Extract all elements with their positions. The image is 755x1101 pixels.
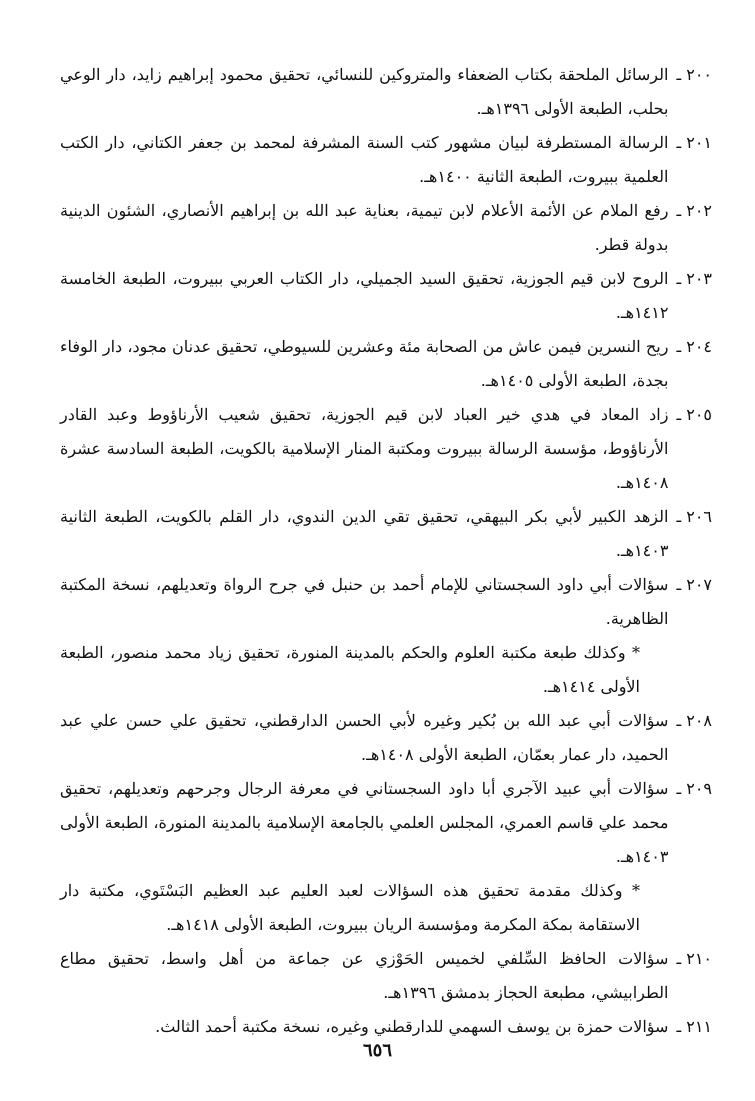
entry-number: ٢٠٩ ـ bbox=[676, 779, 712, 798]
bibliography-entry-204 bbox=[60, 330, 712, 398]
bibliography-entry-205 bbox=[60, 398, 712, 500]
bibliography-entry-206 bbox=[60, 500, 712, 568]
entry-number: ٢١٠ ـ bbox=[676, 949, 712, 968]
bibliography-entry-202 bbox=[60, 194, 712, 262]
bibliography-note-207 bbox=[60, 636, 712, 704]
entry-text: رفع الملام عن الأئمة الأعلام لابن تيمية، بعناية عبد الله بن إبراهيم الأنصاري، الشئون الدينية بدولة قطر. bbox=[60, 201, 669, 254]
entry-number: ٢٠٨ ـ bbox=[676, 711, 712, 730]
entry-number: ٢٠٤ ـ bbox=[676, 337, 712, 356]
bibliography-note-209 bbox=[60, 874, 712, 942]
entry-number: ٢٠٧ ـ bbox=[676, 575, 712, 594]
note-text: * وكذلك مقدمة تحقيق هذه السؤالات لعبد العليم عبد العظيم البَسْتَوي، مكتبة دار الاستقامة بمكة المكرمة ومؤسسة الريان ببيروت، الطبعة الأولى ١٤١٨هـ. bbox=[60, 881, 640, 934]
entry-number: ٢٠٠ ـ bbox=[676, 65, 712, 84]
entry-text: سؤالات أبي عبد الله بن بُكير وغيره لأبي الحسن الدارقطني، تحقيق علي حسن علي عبد الحميد، دار عمار بعمّان، الطبعة الأولى ١٤٠٨هـ. bbox=[60, 711, 669, 764]
entry-text: سؤالات أبي داود السجستاني للإمام أحمد بن حنبل في جرح الرواة وتعديلهم، نسخة المكتبة الظاهرية. bbox=[60, 575, 669, 628]
entry-text: الرسائل الملحقة بكتاب الضعفاء والمتروكين للنسائي، تحقيق محمود إبراهيم زايد، دار الوعي بحلب، الطبعة الأولى ١٣٩٦هـ. bbox=[60, 65, 669, 118]
entry-text: ريح النسرين فيمن عاش من الصحابة مئة وعشرين للسيوطي، تحقيق عدنان مجود، دار الوفاء بجدة، الطبعة الأولى ١٤٠٥هـ. bbox=[60, 337, 669, 390]
bibliography-entry-201 bbox=[60, 126, 712, 194]
bibliography-entry-207 bbox=[60, 568, 712, 636]
bibliography-entry-211 bbox=[60, 1010, 712, 1044]
bibliography-entry-200 bbox=[60, 58, 712, 126]
entry-text: سؤالات أبي عبيد الآجري أبا داود السجستاني في معرفة الرجال وجرحهم وتعديلهم، تحقيق محمد علي قاسم العمري، المجلس العلمي بالجامعة الإسلامية بالمدينة المنورة، الطبعة الأولى ١٤٠٣هـ. bbox=[60, 779, 669, 866]
bibliography-entry-210 bbox=[60, 942, 712, 1010]
entry-text: سؤالات حمزة بن يوسف السهمي للدارقطني وغيره، نسخة مكتبة أحمد الثالث. bbox=[155, 1017, 669, 1036]
entry-text: الروح لابن قيم الجوزية، تحقيق السيد الجميلي، دار الكتاب العربي ببيروت، الطبعة الخامسة ١٤١٢هـ. bbox=[60, 269, 669, 322]
entry-number: ٢٠٣ ـ bbox=[676, 269, 712, 288]
bibliography-entry-209 bbox=[60, 772, 712, 874]
bibliography-entry-208 bbox=[60, 704, 712, 772]
entry-number: ٢١١ ـ bbox=[676, 1017, 712, 1036]
entry-number: ٢٠١ ـ bbox=[676, 133, 712, 152]
bibliography-entry-203 bbox=[60, 262, 712, 330]
bibliography-list bbox=[60, 58, 712, 1044]
entry-text: سؤالات الحافظ السِّلفي لخميس الحَوْزي عن جماعة من أهل واسط، تحقيق مطاع الطرابيشي، مطبعة الحجاز بدمشق ١٣٩٦هـ. bbox=[60, 949, 669, 1002]
entry-text: الزهد الكبير لأبي بكر البيهقي، تحقيق تقي الدين الندوي، دار القلم بالكويت، الطبعة الثانية ١٤٠٣هـ. bbox=[60, 507, 669, 560]
entry-text: الرسالة المستطرفة لبيان مشهور كتب السنة المشرفة لمحمد بن جعفر الكتاني، دار الكتب العلمية ببيروت، الطبعة الثانية ١٤٠٠هـ. bbox=[60, 133, 669, 186]
entry-number: ٢٠٢ ـ bbox=[676, 201, 712, 220]
entry-number: ٢٠٥ ـ bbox=[676, 405, 712, 424]
note-text: * وكذلك طبعة مكتبة العلوم والحكم بالمدينة المنورة، تحقيق زياد محمد منصور، الطبعة الأولى ١٤١٤هـ. bbox=[60, 643, 640, 696]
entry-text: زاد المعاد في هدي خير العباد لابن قيم الجوزية، تحقيق شعيب الأرناؤوط وعبد القادر الأرناؤوط، مؤسسة الرسالة ببيروت ومكتبة المنار الإسلامية بالكويت، الطبعة السادسة عشرة ١٤٠٨هـ. bbox=[60, 405, 669, 492]
page-number: ٦٥٦ bbox=[362, 1040, 392, 1061]
entry-number: ٢٠٦ ـ bbox=[676, 507, 712, 526]
